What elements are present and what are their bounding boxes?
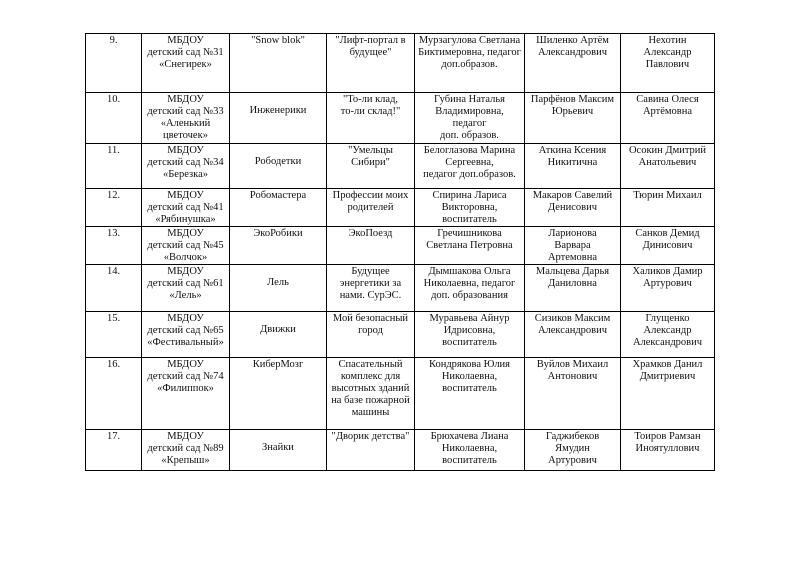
participant-2-cell: Халиков Дамир Артурович: [621, 265, 715, 312]
table-row: [86, 144, 715, 189]
project-cell: ЭкоПоезд: [327, 227, 415, 265]
project-cell: "Лифт-портал в будущее": [327, 34, 415, 93]
team-name-cell: Знайки: [230, 430, 327, 471]
kindergarten-cell: МБДОУ детский сад №34 «Березка»: [142, 144, 230, 189]
kindergarten-cell: МБДОУ детский сад №65 «Фестивальный»: [142, 312, 230, 358]
team-name-cell: Робомастера: [230, 189, 327, 227]
row-number: 13.: [86, 227, 142, 265]
kindergarten-cell: МБДОУ детский сад №33 «Аленький цветочек»: [142, 93, 230, 144]
row-number: 10.: [86, 93, 142, 144]
project-cell: "То-ли клад, то-ли склад!": [327, 93, 415, 144]
row-number: 12.: [86, 189, 142, 227]
participant-1-cell: Гаджибеков Ямудин Артурович: [525, 430, 621, 471]
teacher-cell: Мурзагулова Светлана Биктимеровна, педагог доп.образов.: [415, 34, 525, 93]
teacher-cell: Гречишникова Светлана Петровна: [415, 227, 525, 265]
row-number: 9.: [86, 34, 142, 93]
participants-table: [85, 33, 715, 471]
participant-1-cell: Аткина Ксения Никитична: [525, 144, 621, 189]
project-cell: "Умельцы Сибири": [327, 144, 415, 189]
row-number: 14.: [86, 265, 142, 312]
teacher-cell: Брюхачева Лиана Николаевна, воспитатель: [415, 430, 525, 471]
team-name-cell: КиберМозг: [230, 358, 327, 430]
row-number: 17.: [86, 430, 142, 471]
row-number: 16.: [86, 358, 142, 430]
participant-2-cell: Тюрин Михаил: [621, 189, 715, 227]
participant-1-cell: Шиленко Артём Александрович: [525, 34, 621, 93]
participant-2-cell: Савина Олеся Артёмовна: [621, 93, 715, 144]
participant-2-cell: Нехотин Александр Павлович: [621, 34, 715, 93]
project-cell: Будущее энергетики за нами. СурЭС.: [327, 265, 415, 312]
kindergarten-cell: МБДОУ детский сад №74 «Филиппок»: [142, 358, 230, 430]
table-row: [86, 430, 715, 471]
table-row: [86, 358, 715, 430]
kindergarten-cell: МБДОУ детский сад №89 «Крепыш»: [142, 430, 230, 471]
participant-1-cell: Мальцева Дарья Даниловна: [525, 265, 621, 312]
participant-1-cell: Парфёнов Максим Юрьевич: [525, 93, 621, 144]
teacher-cell: Кондрякова Юлия Николаевна, воспитатель: [415, 358, 525, 430]
table-row: [86, 265, 715, 312]
project-cell: Спасательный комплекс для высотных зданий на базе пожарной машины: [327, 358, 415, 430]
row-number: 11.: [86, 144, 142, 189]
team-name-cell: Инженерики: [230, 93, 327, 144]
kindergarten-cell: МБДОУ детский сад №61 «Лель»: [142, 265, 230, 312]
project-cell: Профессии моих родителей: [327, 189, 415, 227]
participant-1-cell: Ларионова Варвара Артемовна: [525, 227, 621, 265]
table-row: [86, 34, 715, 93]
table-row: [86, 312, 715, 358]
kindergarten-cell: МБДОУ детский сад №31 «Снегирек»: [142, 34, 230, 93]
teacher-cell: Белоглазова Марина Сергеевна, педагог доп.образов.: [415, 144, 525, 189]
project-cell: "Дворик детства": [327, 430, 415, 471]
teacher-cell: Дымшакова Ольга Николаевна, педагог доп. образования: [415, 265, 525, 312]
team-name-cell: "Snow blok": [230, 34, 327, 93]
participant-2-cell: Осокин Дмитрий Анатольевич: [621, 144, 715, 189]
teacher-cell: Муравьева Айнур Идрисовна, воспитатель: [415, 312, 525, 358]
table-row: [86, 93, 715, 144]
participant-2-cell: Глущенко Александр Александрович: [621, 312, 715, 358]
participant-1-cell: Вуйлов Михаил Антонович: [525, 358, 621, 430]
participant-2-cell: Тоиров Рамзан Иноятуллович: [621, 430, 715, 471]
team-name-cell: ЭкоРобики: [230, 227, 327, 265]
team-name-cell: Рободетки: [230, 144, 327, 189]
project-cell: Мой безопасный город: [327, 312, 415, 358]
participant-1-cell: Сизиков Максим Александрович: [525, 312, 621, 358]
team-name-cell: Лель: [230, 265, 327, 312]
row-number: 15.: [86, 312, 142, 358]
team-name-cell: Движки: [230, 312, 327, 358]
kindergarten-cell: МБДОУ детский сад №45 «Волчок»: [142, 227, 230, 265]
teacher-cell: Губина Наталья Владимировна, педагог доп. образов.: [415, 93, 525, 144]
participant-1-cell: Макаров Савелий Денисович: [525, 189, 621, 227]
teacher-cell: Спирина Лариса Викторовна, воспитатель: [415, 189, 525, 227]
table-row: [86, 227, 715, 265]
participant-2-cell: Санков Демид Динисович: [621, 227, 715, 265]
table-row: [86, 189, 715, 227]
kindergarten-cell: МБДОУ детский сад №41 «Рябинушка»: [142, 189, 230, 227]
participant-2-cell: Храмков Данил Дмитриевич: [621, 358, 715, 430]
